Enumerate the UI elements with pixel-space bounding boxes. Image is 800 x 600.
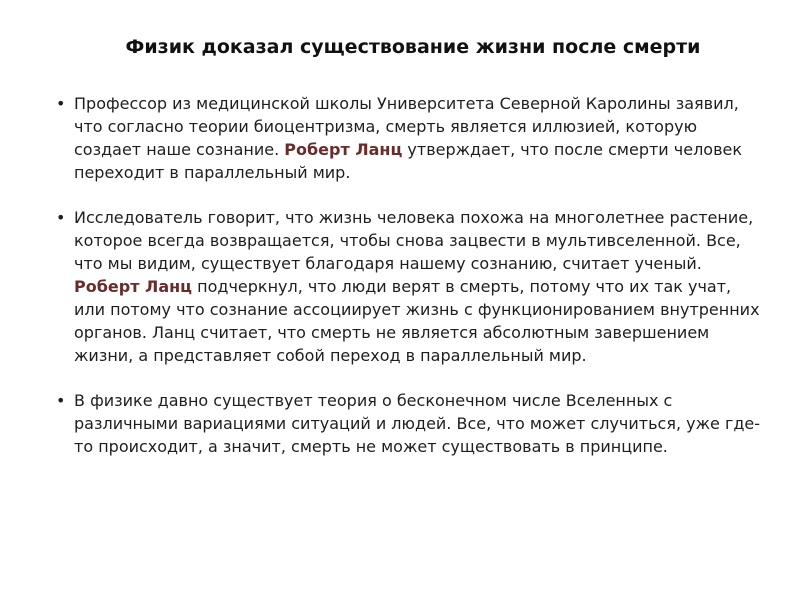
- bullet-item: [56, 206, 766, 367]
- highlighted-name: Роберт Ланц: [74, 277, 193, 296]
- slide-title: Физик доказал существование жизни после смерти: [125, 36, 701, 58]
- bullet-item: [56, 389, 766, 458]
- slide-content: [56, 92, 766, 458]
- highlighted-name: Роберт Ланц: [284, 140, 403, 159]
- bullet-text: утверждает, что после смерти человек переходит в параллельный мир.: [74, 140, 743, 182]
- bullet-dot-icon: •: [56, 208, 66, 227]
- bullet-dot-icon: •: [56, 94, 66, 113]
- bullet-text: Исследователь говорит, что жизнь человека похожа на многолетнее растение, которое всегда возвращается, чтобы снова зацвести в мультивселенной. Все, что мы видим, существует благодаря нашему сознанию, считает ученый.: [74, 208, 754, 273]
- bullet-item: [56, 92, 766, 184]
- bullet-text: В физике давно существует теория о бесконечном числе Вселенных с различными вариациями ситуаций и людей. Все, что может случиться, уже где-то происходит, а значит, смерть не может существовать в принципе.: [74, 391, 761, 456]
- bullet-dot-icon: •: [56, 391, 66, 410]
- bullet-text: подчеркнул, что люди верят в смерть, потому что их так учат, или потому что сознание ассоциирует жизнь с функционированием внутренних органов. Ланц считает, что смерть не является абсолютным завершением жизни, а представляет собой переход в параллельный мир.: [74, 277, 760, 365]
- bullet-text: Профессор из медицинской школы Университета Северной Каролины заявил, что согласно теории биоцентризма, смерть является иллюзией, которую создает наше сознание.: [74, 94, 739, 159]
